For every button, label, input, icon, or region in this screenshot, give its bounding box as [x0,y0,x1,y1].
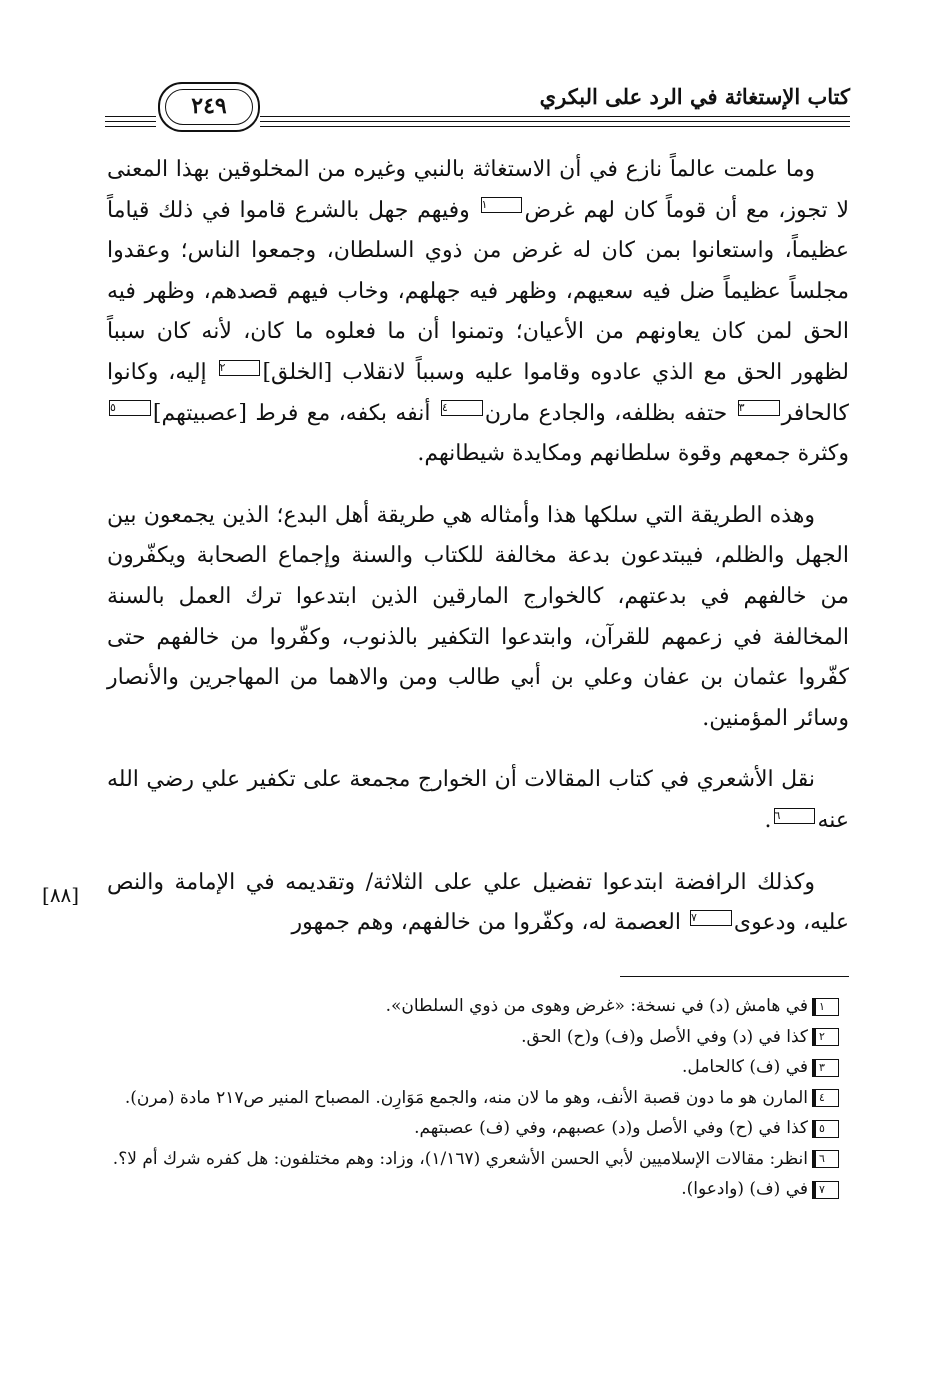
footnote-ref-1: ١ [481,197,523,213]
page-number: ٢٤٩ [165,89,253,125]
header-rule-right [260,116,850,117]
footnote-ref-7: ٧ [690,910,732,926]
header-rule-left [105,116,156,117]
footnote-ref-4: ٤ [441,400,483,416]
p4-text-b: العصمة له، وكفّروا من خالفهم، وهم جمهور [291,910,681,936]
footnote-text: كذا في (ح) وفي الأصل و(د) عصبهم، وفي (ف) عصبتهم. [414,1118,808,1138]
page-header [105,78,850,133]
footnote-ref-2: ٢ [219,360,261,376]
footnote-number: ١ [812,998,839,1016]
running-title: كتاب الإستغاثة في الرد على البكري [539,84,850,109]
footnote-5 [107,1113,849,1144]
footnote-text: كذا في (د) وفي الأصل و(ف) و(ح) الحق. [521,1026,808,1047]
footnote-number: ٦ [812,1150,839,1168]
footnote-ref-5: ٥ [109,400,151,416]
footnote-1 [107,991,849,1022]
footnote-2 [107,1022,849,1053]
footnote-6 [107,1144,849,1175]
footnote-separator [620,976,849,977]
footnote-ref-6: ٦ [774,808,816,824]
footnote-text: في (ف) كالحامل. [682,1057,808,1077]
p1-text-e: أنفه بكفه، مع فرط [عصبيتهم] [152,400,431,426]
page-number-frame [158,82,260,132]
footnote-number: ٧ [812,1181,839,1199]
p4-text: وكذلك الرافضة ابتدعوا تفضيل علي على الثلاثة/ وتقديمه في الإمامة والنص عليه، ودعوى [107,869,849,936]
paragraph-1 [107,150,849,475]
paragraph-2: وهذه الطريقة التي سلكها هذا وأمثاله هي طريقة أهل البدع؛ الذين يجمعون بين الجهل والظلم، فيبتدعون بدعة مخالفة للكتاب والسنة وإجماع الصحابة ويكفّرون من خالفهم في بدعتهم، كالخوارج المارقين الذين ابتدعوا ترك العمل بالسنة المخالفة في زعمهم للقرآن، وابتدعوا التكفير بالذنوب، وكفّروا من خالفهم حتى كفّروا عثمان بن عفان وعلي بن أبي طالب ومن والاهما من المهاجرين والأنصار وسائر المؤمنين. [107,502,849,731]
footnote-number: ٥ [812,1120,839,1138]
p1-text-c: إليه، وكانوا كالحافر [107,359,850,426]
footnote-text: في (ف) (وادعوا). [681,1179,808,1199]
footnote-text: المارن هو ما دون قصبة الأنف، وهو ما لان منه، والجمع مَوَارِن. المصباح المنير ص٢١٧ مادة (مرن). [124,1087,808,1108]
footnote-3 [107,1052,849,1083]
footnote-number: ٤ [812,1089,839,1107]
p1-text-b: وفيهم جهل بالشرع قاموا في ذلك قياماً عظيماً، واستعانوا بمن كان له غرض من ذوي السلطان، وجمعوا الناس؛ وعقدوا مجلساً عظيماً ضل فيه سعيهم، وظهر فيه جهلهم، وخاب فيهم قصدهم، وظهر فيه الحق لمن كان يعاونهم من الأعيان؛ وتمنوا أن ما فعلوه ما كان، لأنه كان سبباً لظهور الحق مع الذي عادوه وقاموا عليه وسبباً لانقلاب [الخلق] [107,197,849,385]
p3-text: نقل الأشعري في كتاب المقالات أن الخوارج مجمعة على تكفير علي رضي الله عنه [107,767,849,833]
main-text [107,150,849,944]
footnote-text: انظر: مقالات الإسلاميين لأبي الحسن الأشعري (١/١٦٧)، وزاد: وهم مختلفون: هل كفره شرك أم لا؟. [112,1148,808,1169]
manuscript-folio-marker: [٨٨] [42,883,80,907]
footnote-text: في هامش (د) في نسخة: «غرض وهوى من ذوي السلطان». [385,996,808,1016]
footnote-ref-3: ٣ [738,400,780,416]
header-rule-right-2 [260,121,850,122]
header-rule-left-3 [105,126,156,127]
paragraph-4 [107,863,849,944]
footnote-4 [107,1083,849,1114]
footnote-number: ٣ [812,1059,839,1077]
p1-text-f: وكثرة جمعهم وقوة سلطانهم ومكايدة شيطانهم. [417,441,849,467]
p1-text: وما علمت عالماً نازع في أن الاستغاثة بالنبي وغيره من المخلوقين بهذا المعنى لا تجوز، مع أن قوماً كان لهم غرض [107,157,849,223]
p3-end: . [764,807,772,833]
paragraph-3 [107,760,849,841]
header-rule-left-2 [105,121,156,122]
p1-text-d: حتفه بظلفه، والجادع مارن [484,400,728,426]
footnotes [107,991,849,1205]
footnote-7 [107,1174,849,1205]
header-rule-right-3 [260,126,850,127]
footnote-number: ٢ [812,1028,839,1046]
